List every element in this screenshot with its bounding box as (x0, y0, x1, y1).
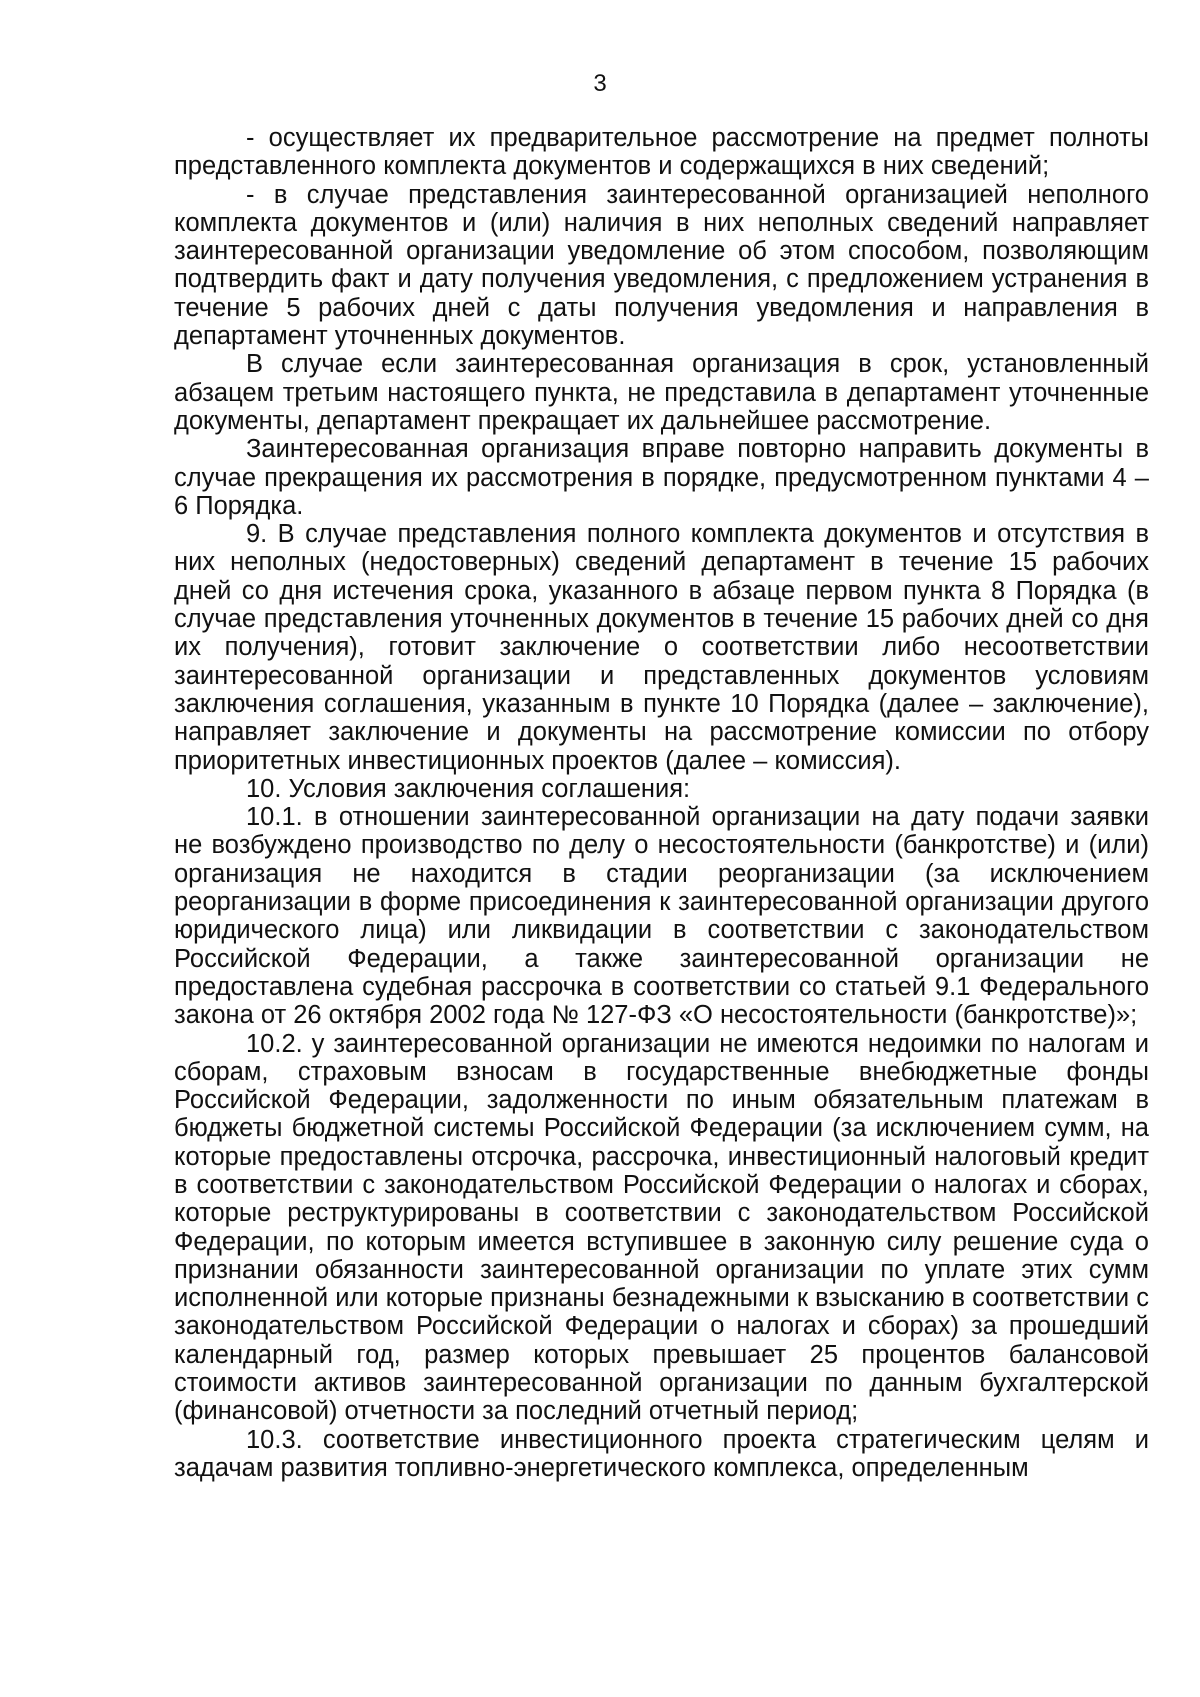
page-number: 3 (593, 70, 607, 97)
paragraph-resubmission: Заинтересованная организация вправе повторно направить документы в случае прекращения их рассмотрения в порядке, предусмотренном пунктами 4 – 6 Порядка. (174, 435, 1149, 520)
paragraph-clause-10-2: 10.2. у заинтересованной организации не имеются недоимки по налогам и сборам, страховым взносам в государственные внебюджетные фонды Российской Федерации, задолженности по иным обязательным платежам в бюджеты бюджетной системы Российской Федерации (за исключением сумм, на которые предоставлены отсрочка, рассрочка, инвестиционный налоговый кредит в соответствии с законодательством Российской Федерации о налогах и сборах, которые реструктурированы в соответствии с законодательством Российской Федерации, по которым имеется вступившее в законную силу решение суда о признании обязанности заинтересованной организации по уплате этих сумм исполненной или которые признаны безнадежными к взысканию в соответствии с законодательством Российской Федерации о налогах и сборах) за прошедший календарный год, размер которых превышает 25 процентов балансовой стоимости активов заинтересованной организации по данным бухгалтерской (финансовой) отчетности за последний отчетный период; (174, 1029, 1149, 1426)
document-body (174, 124, 1149, 1482)
paragraph-incomplete-documents: - в случае представления заинтересованной организацией неполного комплекта документов и (или) наличия в них неполных сведений направляет заинтересованной организации уведомление об этом способом, позволяющим подтвердить факт и дату получения уведомления, с предложением устранения в течение 5 рабочих дней с даты получения уведомления и направления в департамент уточненных документов. (174, 180, 1149, 351)
paragraph-termination: В случае если заинтересованная организация в срок, установленный абзацем третьим настоящего пункта, не представила в департамент уточненные документы, департамент прекращает их дальнейшее рассмотрение. (174, 350, 1149, 435)
paragraph-clause-9: 9. В случае представления полного комплекта документов и отсутствия в них неполных (недостоверных) сведений департамент в течение 15 рабочих дней со дня истечения срока, указанного в абзаце первом пункта 8 Порядка (в случае представления уточненных документов в течение 15 рабочих дней со дня их получения), готовит заключение о соответствии либо несоответствии заинтересованной организации и представленных документов условиям заключения соглашения, указанным в пункте 10 Порядка (далее – заключение), направляет заключение и документы на рассмотрение комиссии по отбору приоритетных инвестиционных проектов (далее – комиссия). (174, 520, 1149, 775)
paragraph-review: - осуществляет их предварительное рассмотрение на предмет полноты представленного комплекта документов и содержащихся в них сведений; (174, 124, 1149, 181)
paragraph-clause-10: 10. Условия заключения соглашения: (246, 774, 691, 803)
paragraph-clause-10-1: 10.1. в отношении заинтересованной организации на дату подачи заявки не возбуждено производство по делу о несостоятельности (банкротстве) и (или) организация не находится в стадии реорганизации (за исключением реорганизации в форме присоединения к заинтересованной организации другого юридического лица) или ликвидации в соответствии с законодательством Российской Федерации, а также заинтересованной организации не предоставлена судебная рассрочка в соответствии со статьей 9.1 Федерального закона от 26 октября 2002 года № 127-ФЗ «О несостоятельности (банкротстве)»; (174, 803, 1149, 1030)
paragraph-clause-10-3: 10.3. соответствие инвестиционного проекта стратегическим целям и задачам развития топливно-энергетического комплекса, определенным (174, 1425, 1149, 1482)
